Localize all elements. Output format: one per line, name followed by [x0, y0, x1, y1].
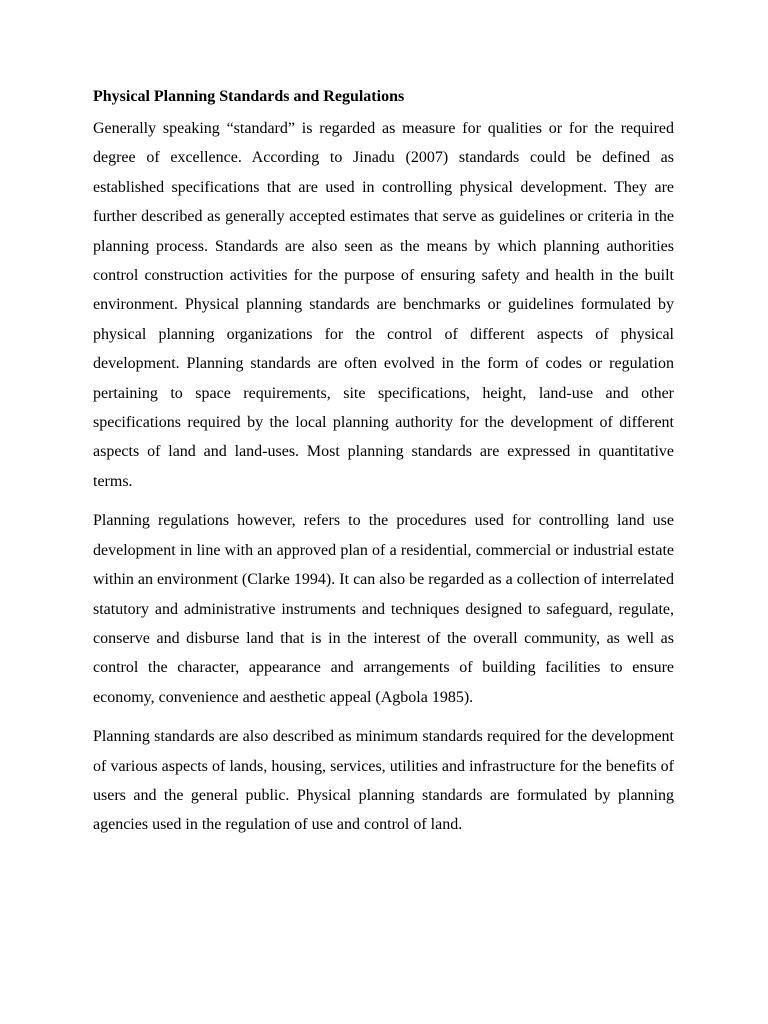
- section-heading: Physical Planning Standards and Regulations: [93, 88, 405, 105]
- paragraph-planning-regulations: Planning regulations however, refers to the procedures used for controlling land use development in line with an approved plan of a residential, commercial or industrial estate within an environment (Clarke 1994). It can also be regarded as a collection of interrelated statutory and administrative instruments and techniques designed to safeguard, regulate, conserve and disburse land that is in the interest of the overall community, as well as control the character, appearance and arrangements of building facilities to ensure economy, convenience and aesthetic appeal (Agbola 1985).: [93, 512, 674, 706]
- paragraph-minimum-standards: Planning standards are also described as minimum standards required for the development of various aspects of lands, housing, services, utilities and infrastructure for the benefits of users and the general public. Physical planning standards are formulated by planning agencies used in the regulation of use and control of land.: [93, 728, 674, 834]
- paragraph-standards-definition: Generally speaking “standard” is regarded as measure for qualities or for the required degree of excellence. According to Jinadu (2007) standards could be defined as established specifications that are used in controlling physical development. They are further described as generally accepted estimates that serve as guidelines or criteria in the planning process. Standards are also seen as the means by which planning authorities control construction activities for the purpose of ensuring safety and health in the built environment. Physical planning standards are benchmarks or guidelines formulated by physical planning organizations for the control of different aspects of physical development. Planning standards are often evolved in the form of codes or regulation pertaining to space requirements, site specifications, height, land-use and other specifications required by the local planning authority for the development of different aspects of land and land-uses. Most planning standards are expressed in quantitative terms.: [93, 120, 674, 490]
- document-body: [93, 86, 674, 850]
